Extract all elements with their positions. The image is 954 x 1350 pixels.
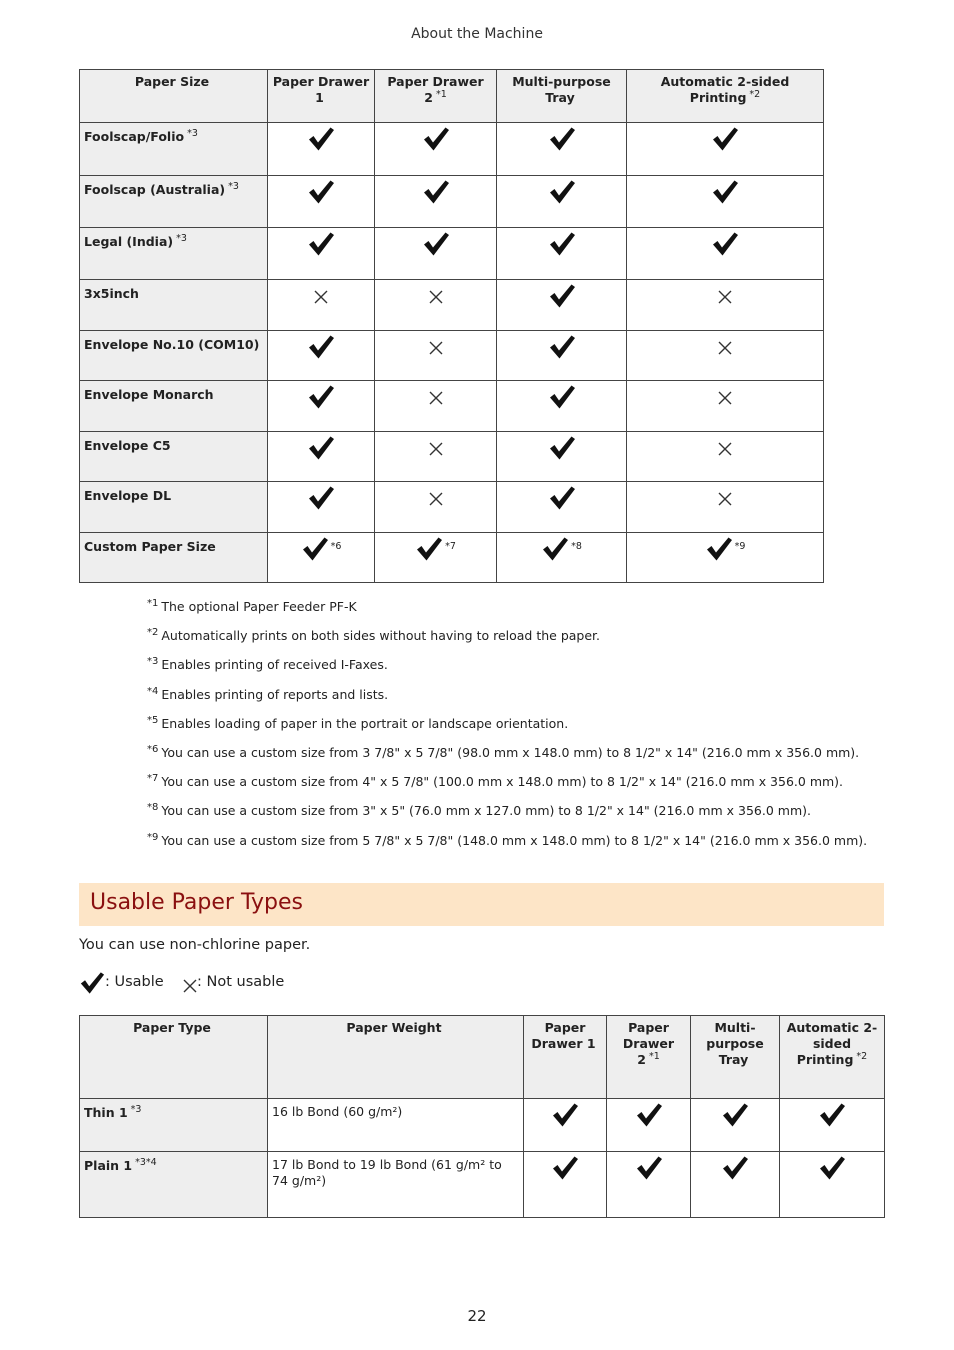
- footnote: [147, 627, 927, 656]
- column-header: [627, 70, 824, 123]
- paper-size-name: Envelope C5: [84, 438, 171, 453]
- footnote-text: The optional Paper Feeder PF-K: [161, 599, 357, 614]
- check-icon: [548, 283, 576, 309]
- support-cell: [268, 482, 375, 533]
- footnote-mark: *5: [147, 714, 159, 726]
- check-icon: [307, 384, 335, 410]
- cross-icon: [429, 290, 443, 304]
- support-cell: [497, 280, 627, 331]
- check-icon: [307, 485, 335, 511]
- check-icon: [548, 435, 576, 461]
- support-cell: [691, 1099, 780, 1152]
- check-icon: [721, 1155, 749, 1181]
- row-header: [80, 331, 268, 381]
- check-icon: [307, 179, 335, 205]
- footnote-mark: *3: [147, 656, 159, 668]
- row-header: [80, 176, 268, 228]
- column-header: [524, 1016, 607, 1099]
- check-icon: [711, 231, 739, 257]
- column-header-label: Paper Drawer 2: [622, 1020, 675, 1067]
- table-row: [80, 123, 824, 176]
- support-cell: [268, 533, 375, 583]
- table-row: [80, 432, 824, 482]
- footnote: [147, 715, 927, 744]
- check-icon: [548, 485, 576, 511]
- footnote-ref: *9: [734, 541, 746, 552]
- check-icon: [635, 1102, 663, 1128]
- paper-size-name: Envelope No.10 (COM10): [84, 337, 260, 352]
- column-header-label: Automatic 2-sided Printing: [660, 74, 790, 105]
- row-header: [80, 432, 268, 482]
- support-cell: [375, 280, 497, 331]
- footnote-ref: *8: [571, 541, 582, 552]
- section-title: Usable Paper Types: [90, 890, 303, 915]
- footnote-ref: *6: [330, 541, 342, 552]
- cross-icon: [718, 492, 732, 506]
- cross-icon: [183, 979, 197, 993]
- paper-size-name: Custom Paper Size: [84, 539, 216, 554]
- legend-usable: [79, 970, 164, 996]
- support-cell: [627, 482, 824, 533]
- support-cell: [268, 228, 375, 280]
- support-cell: [375, 533, 497, 583]
- support-cell: [607, 1099, 691, 1152]
- support-cell: [497, 381, 627, 432]
- cross-icon: [429, 391, 443, 405]
- footnote: [147, 598, 927, 627]
- paper-size-name: 3x5inch: [84, 286, 139, 301]
- table-row: [80, 533, 824, 583]
- support-cell: [497, 176, 627, 228]
- footnote-mark: *2: [147, 627, 159, 639]
- paper-type-name: Thin 1: [84, 1105, 128, 1120]
- paper-size-name: Envelope DL: [84, 488, 172, 503]
- table-row: [80, 482, 824, 533]
- paper-size-name: Foolscap/Folio: [84, 129, 185, 144]
- support-cell: [497, 228, 627, 280]
- check-icon: [635, 1155, 663, 1181]
- footnotes: [147, 598, 927, 861]
- check-icon: [705, 536, 733, 562]
- support-cell: [497, 533, 627, 583]
- support-cell: [375, 176, 497, 228]
- column-header-label: Paper Type: [133, 1020, 211, 1035]
- cross-icon: [718, 290, 732, 304]
- column-header-label: Paper Drawer 2: [387, 74, 484, 105]
- footnote-text: You can use a custom size from 5 7/8" x 5 7/8" (148.0 mm x 148.0 mm) to 8 1/2" x 14" (216.0 mm x 356.0 mm).: [161, 832, 868, 848]
- column-header-label: Multi-purpose Tray: [706, 1020, 764, 1067]
- support-cell: [497, 482, 627, 533]
- support-cell: [524, 1099, 607, 1152]
- row-header: [80, 482, 268, 533]
- row-header: [80, 1099, 268, 1152]
- check-icon: [415, 536, 443, 562]
- support-cell: [268, 123, 375, 176]
- footnote: [147, 686, 927, 715]
- footnote-ref: *2: [749, 89, 761, 100]
- support-cell: [627, 228, 824, 280]
- check-icon: [307, 435, 335, 461]
- footnote-text: Automatically prints on both sides without having to reload the paper.: [161, 628, 601, 644]
- check-icon: [551, 1155, 579, 1181]
- footnote-mark: *4: [147, 685, 159, 697]
- cross-icon: [314, 290, 328, 304]
- column-header: [80, 70, 268, 123]
- footnote-mark: *9: [147, 831, 159, 843]
- footnote-text: You can use a custom size from 4" x 5 7/8" (100.0 mm x 148.0 mm) to 8 1/2" x 14" (216.0 mm x 356.0 mm).: [161, 774, 844, 790]
- check-icon: [548, 334, 576, 360]
- support-cell: [497, 123, 627, 176]
- support-cell: [691, 1152, 780, 1218]
- support-cell: [375, 381, 497, 432]
- cross-icon: [718, 341, 732, 355]
- column-header-label: Paper Size: [134, 74, 210, 89]
- table-row: [80, 176, 824, 228]
- support-cell: [780, 1152, 885, 1218]
- paper-size-name: Legal (India): [84, 234, 174, 249]
- support-cell: [607, 1152, 691, 1218]
- row-header: [80, 123, 268, 176]
- footnote-mark: *8: [147, 802, 159, 814]
- column-header: [607, 1016, 691, 1099]
- check-icon: [711, 179, 739, 205]
- footnote-ref: *3: [176, 233, 187, 244]
- table-row: [80, 280, 824, 331]
- column-header: [497, 70, 627, 123]
- column-header: [691, 1016, 780, 1099]
- support-cell: [268, 381, 375, 432]
- footnote-ref: *2: [856, 1051, 868, 1062]
- check-icon: [307, 334, 335, 360]
- cross-icon: [718, 391, 732, 405]
- check-icon: [422, 126, 450, 152]
- running-header: About the Machine: [411, 26, 543, 42]
- support-cell: [780, 1099, 885, 1152]
- footnote-mark: *1: [147, 598, 159, 609]
- check-icon: [818, 1102, 846, 1128]
- footnote: [147, 656, 927, 685]
- support-cell: [497, 331, 627, 381]
- footnote-mark: *7: [147, 773, 159, 785]
- check-icon: [721, 1102, 749, 1128]
- support-cell: [524, 1152, 607, 1218]
- page-number: 22: [467, 1307, 487, 1325]
- support-cell: [268, 176, 375, 228]
- support-cell: [375, 123, 497, 176]
- check-icon: [548, 231, 576, 257]
- section-banner: [79, 883, 884, 926]
- row-header: [80, 280, 268, 331]
- check-icon: [422, 179, 450, 205]
- table-row: [80, 228, 824, 280]
- row-header: [80, 381, 268, 432]
- column-header: [268, 1016, 524, 1099]
- check-icon: [551, 1102, 579, 1128]
- check-icon: [307, 231, 335, 257]
- footnote: [147, 773, 927, 802]
- check-icon: [548, 126, 576, 152]
- table-row: [80, 381, 824, 432]
- footnote-ref: *1: [648, 1051, 660, 1062]
- check-icon: [548, 179, 576, 205]
- footnote-ref: *3: [130, 1104, 142, 1115]
- support-cell: [268, 331, 375, 381]
- column-header-label: Paper Drawer 1: [272, 74, 370, 105]
- check-icon: [818, 1155, 846, 1181]
- table-row: [80, 1152, 885, 1218]
- footnote-ref: *7: [445, 541, 456, 552]
- column-header: [80, 1016, 268, 1099]
- paper-size-name: Envelope Monarch: [84, 387, 214, 402]
- check-icon: [711, 126, 739, 152]
- support-cell: [627, 123, 824, 176]
- support-cell: [627, 176, 824, 228]
- footnote: [147, 744, 927, 773]
- support-cell: [375, 331, 497, 381]
- paper-weight: 17 lb Bond to 19 lb Bond (61 g/m² to 74 g/m²): [268, 1152, 524, 1218]
- support-cell: [627, 331, 824, 381]
- row-header: [80, 228, 268, 280]
- column-header: [780, 1016, 885, 1099]
- check-icon: [548, 384, 576, 410]
- footnote-ref: *3: [228, 181, 239, 192]
- footnote-text: Enables loading of paper in the portrait or landscape orientation.: [161, 715, 569, 731]
- support-cell: [627, 381, 824, 432]
- table-row: [80, 1099, 885, 1152]
- column-header: [375, 70, 497, 123]
- footnote-text: You can use a custom size from 3" x 5" (76.0 mm x 127.0 mm) to 8 1/2" x 14" (216.0 mm x 356.0 mm).: [161, 803, 811, 819]
- intro-text: You can use non-chlorine paper.: [79, 937, 311, 953]
- check-icon: [541, 536, 569, 562]
- footnote-ref: *1: [435, 89, 447, 100]
- column-header-label: Automatic 2-sided Printing: [786, 1020, 878, 1067]
- legend-usable-label: : Usable: [105, 974, 164, 990]
- cross-icon: [429, 442, 443, 456]
- column-header-label: Multi-purpose Tray: [512, 74, 611, 105]
- paper-size-table: [79, 69, 824, 583]
- support-cell: [268, 432, 375, 482]
- cross-icon: [429, 492, 443, 506]
- footnote: [147, 832, 927, 861]
- support-cell: [375, 228, 497, 280]
- footnote-ref: *3*4: [135, 1157, 157, 1168]
- column-header-label: Paper Drawer 1: [531, 1020, 596, 1051]
- support-cell: [375, 432, 497, 482]
- column-header: [268, 70, 375, 123]
- support-cell: [627, 533, 824, 583]
- support-cell: [268, 280, 375, 331]
- footnote: [147, 802, 927, 831]
- cross-icon: [429, 341, 443, 355]
- check-icon: [79, 970, 105, 996]
- paper-weight: 16 lb Bond (60 g/m²): [268, 1099, 524, 1152]
- row-header: [80, 1152, 268, 1218]
- check-icon: [301, 536, 329, 562]
- table-row: [80, 331, 824, 381]
- footnote-ref: *3: [187, 128, 198, 139]
- support-cell: [497, 432, 627, 482]
- footnote-mark: *6: [147, 743, 159, 755]
- support-cell: [627, 280, 824, 331]
- legend-not-usable-label: : Not usable: [197, 974, 285, 990]
- support-cell: [375, 482, 497, 533]
- paper-type-table: [79, 1015, 885, 1218]
- footnote-text: Enables printing of received I-Faxes.: [161, 657, 388, 673]
- paper-size-name: Foolscap (Australia): [84, 182, 226, 197]
- footnote-text: You can use a custom size from 3 7/8" x 5 7/8" (98.0 mm x 148.0 mm) to 8 1/2" x 14" (216.0 mm x 356.0 mm).: [161, 744, 860, 760]
- support-cell: [627, 432, 824, 482]
- paper-type-name: Plain 1: [84, 1158, 133, 1173]
- footnote-text: Enables printing of reports and lists.: [161, 686, 389, 702]
- cross-icon: [718, 442, 732, 456]
- check-icon: [422, 231, 450, 257]
- row-header: [80, 533, 268, 583]
- check-icon: [307, 126, 335, 152]
- legend-not-usable: [183, 970, 284, 993]
- column-header-label: Paper Weight: [346, 1020, 442, 1035]
